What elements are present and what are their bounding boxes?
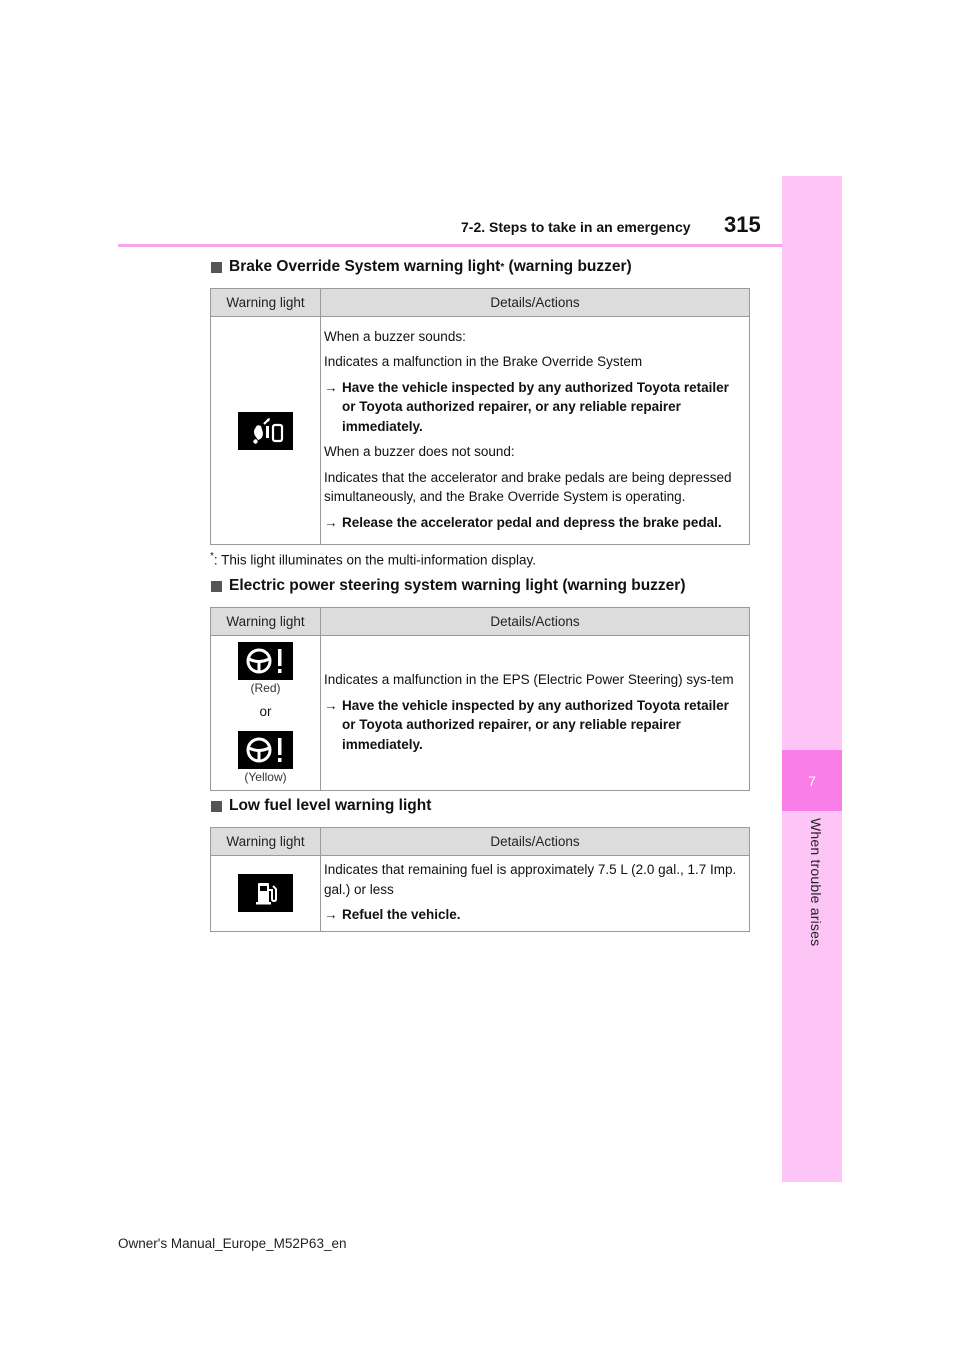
steering-warning-icon-red [238, 642, 293, 680]
chapter-title: When trouble arises [808, 818, 824, 947]
section-title-low-fuel: Low fuel level warning light [211, 797, 431, 815]
section-title-brake-override: Brake Override System warning light * (warning buzzer) [211, 258, 632, 276]
chapter-side-tab [782, 176, 842, 1182]
fuel-pump-icon [238, 874, 293, 912]
warning-light-cell [211, 856, 321, 932]
icon-caption: (Yellow) [244, 770, 287, 784]
steering-warning-icon-yellow [238, 731, 293, 769]
page-number: 315 [724, 212, 761, 237]
square-bullet-icon [211, 262, 222, 273]
header-divider [118, 244, 782, 247]
icon-caption: (Red) [250, 681, 281, 695]
col-header-warning-light: Warning light [211, 289, 321, 317]
col-header-warning-light: Warning light [211, 608, 321, 636]
brake-override-table [210, 288, 750, 545]
square-bullet-icon [211, 581, 222, 592]
action-item: → Have the vehicle inspected by any authorized Toyota retailer or Toyota authorized repairer, or any reliable repairer immediately. [324, 697, 729, 752]
details-cell: Indicates that remaining fuel is approximately 7.5 L (2.0 gal., 1.7 Imp. gal.) or less → Refuel the vehicle. [321, 856, 750, 932]
section-title-eps: Electric power steering system warning light (warning buzzer) [211, 577, 685, 595]
warning-light-cell [211, 636, 321, 791]
col-header-details: Details/Actions [321, 608, 750, 636]
col-header-details: Details/Actions [321, 828, 750, 856]
low-fuel-table [210, 827, 750, 932]
action-item: → Have the vehicle inspected by any authorized Toyota retailer or Toyota authorized repairer, or any reliable repairer immediately. [324, 379, 729, 434]
page-footer: Owner's Manual_Europe_M52P63_en [118, 1236, 347, 1251]
col-header-warning-light: Warning light [211, 828, 321, 856]
details-cell: Indicates a malfunction in the EPS (Electric Power Steering) sys-tem → Have the vehicle inspected by any authorized Toyota retailer or Toyota authorized repairer, or any reliable repairer immediately. [321, 636, 750, 791]
details-cell: When a buzzer sounds: Indicates a malfunction in the Brake Override System → Have the vehicle inspected by any authorized Toyota retailer or Toyota authorized repairer, or any reliable repairer immediately. When a buzzer does not sound: Indicates that the accelerator and brake pedals are being depressed simultaneously, and the Brake Override System is operating. → Release the accelerator pedal and depress the brake pedal. [321, 317, 750, 545]
square-bullet-icon [211, 801, 222, 812]
warning-light-cell [211, 317, 321, 545]
icon-or-label: or [259, 704, 272, 719]
action-item: → Release the accelerator pedal and depress the brake pedal. [324, 514, 722, 530]
action-item: → Refuel the vehicle. [324, 907, 461, 922]
eps-table [210, 607, 750, 791]
chapter-number-tab[interactable]: 7 [782, 750, 842, 811]
col-header-details: Details/Actions [321, 289, 750, 317]
breadcrumb: 7-2. Steps to take in an emergency [461, 219, 691, 235]
footnote: *: This light illuminates on the multi-information display. [210, 551, 537, 568]
brake-override-icon [238, 412, 293, 450]
